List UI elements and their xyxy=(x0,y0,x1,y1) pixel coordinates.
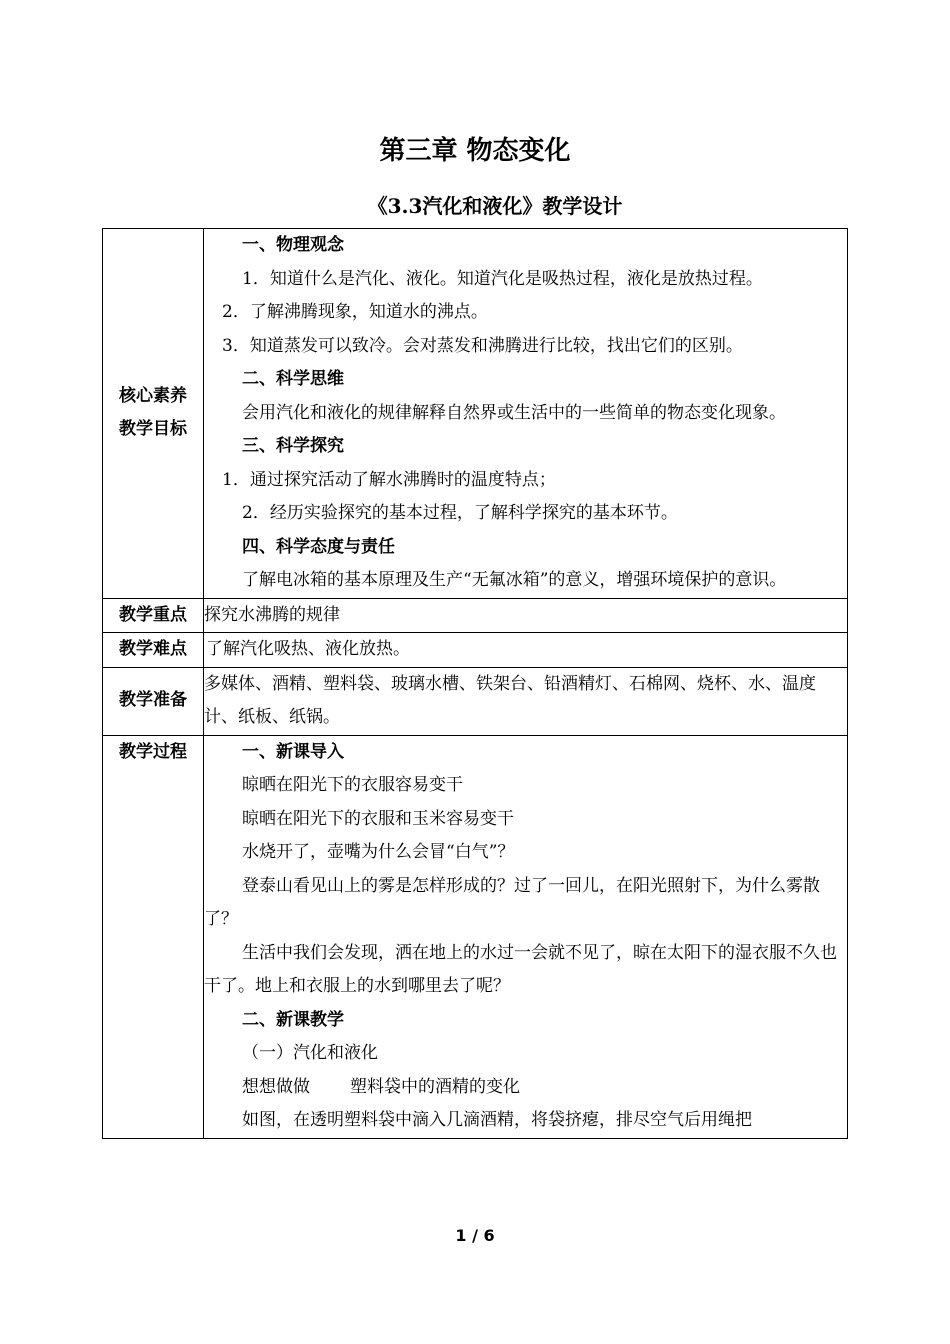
paragraph: 2．经历实验探究的基本过程，了解科学探究的基本环节。 xyxy=(242,503,678,523)
paragraph: 晾晒在阳光下的衣服容易变干 xyxy=(242,775,463,795)
row-label-line: 核心素养 xyxy=(119,385,187,406)
activity-title: 塑料袋中的酒精的变化 xyxy=(350,1076,520,1097)
paragraph: 登泰山看见山上的雾是怎样形成的？过了一回儿，在阳光照射下，为什么雾散了？ xyxy=(204,875,820,929)
lesson-plan-table xyxy=(102,228,848,1139)
paragraph: 1．知道什么是汽化、液化。知道汽化是吸热过程，液化是放热过程。 xyxy=(242,268,763,289)
page-subtitle: 《3.3汽化和液化》教学设计 xyxy=(367,194,623,218)
row-label-process: 教学过程 xyxy=(103,735,204,1138)
paragraph xyxy=(204,1071,847,1105)
paragraph: （一）汽化和液化 xyxy=(242,1043,378,1063)
difficulty-content: 了解汽化吸热、液化放热。 xyxy=(204,633,848,668)
section-heading: 一、物理观念 xyxy=(242,235,344,255)
paragraph: 3．知道蒸发可以致冷。会对蒸发和沸腾进行比较，找出它们的区别。 xyxy=(222,335,743,356)
row-label-difficulty: 教学难点 xyxy=(103,633,204,668)
table-row-key-point xyxy=(103,598,848,633)
row-label-line: 教学目标 xyxy=(119,419,187,440)
section-heading: 二、科学思维 xyxy=(242,369,344,389)
table-row-preparation xyxy=(103,667,848,735)
activity-label: 想想做做 xyxy=(242,1076,310,1097)
table-row-goals xyxy=(103,229,848,599)
preparation-content: 多媒体、酒精、塑料袋、玻璃水槽、铁架台、铅酒精灯、石棉网、烧杯、水、温度计、纸板、纸锅。 xyxy=(204,667,848,735)
table-row-difficulty xyxy=(103,633,848,668)
row-label-goals xyxy=(103,229,204,599)
paragraph: 如图，在透明塑料袋中滴入几滴酒精，将袋挤瘪，排尽空气后用绳把 xyxy=(242,1110,752,1130)
table-row-process xyxy=(103,735,848,1138)
paragraph: 晾晒在阳光下的衣服和玉米容易变干 xyxy=(242,808,514,829)
page-title: 第三章 物态变化 xyxy=(379,136,571,166)
row-label-preparation: 教学准备 xyxy=(103,667,204,735)
paragraph: 了解电冰箱的基本原理及生产“无氟冰箱”的意义，增强环境保护的意识。 xyxy=(242,570,787,590)
page-number: 1 / 6 xyxy=(455,1226,495,1245)
goals-content xyxy=(204,229,848,599)
paragraph: 2．了解沸腾现象，知道水的沸点。 xyxy=(222,302,488,322)
section-heading: 四、科学态度与责任 xyxy=(242,536,395,557)
paragraph: 水烧开了，壶嘴为什么会冒“白气”？ xyxy=(242,842,515,862)
section-heading: 三、科学探究 xyxy=(242,436,344,456)
paragraph: 会用汽化和液化的规律解释自然界或生活中的一些简单的物态变化现象。 xyxy=(242,402,786,423)
paragraph: 1．通过探究活动了解水沸腾时的温度特点； xyxy=(222,469,556,490)
row-label-key-point: 教学重点 xyxy=(103,598,204,633)
process-content xyxy=(204,735,848,1138)
section-heading: 一、新课导入 xyxy=(242,741,344,762)
section-heading: 二、新课教学 xyxy=(242,1009,344,1030)
paragraph: 生活中我们会发现，洒在地上的水过一会就不见了，晾在太阳下的湿衣服不久也干了。地上和衣服上的水到哪里去了呢？ xyxy=(204,942,837,996)
key-point-content: 探究水沸腾的规律 xyxy=(204,598,848,633)
